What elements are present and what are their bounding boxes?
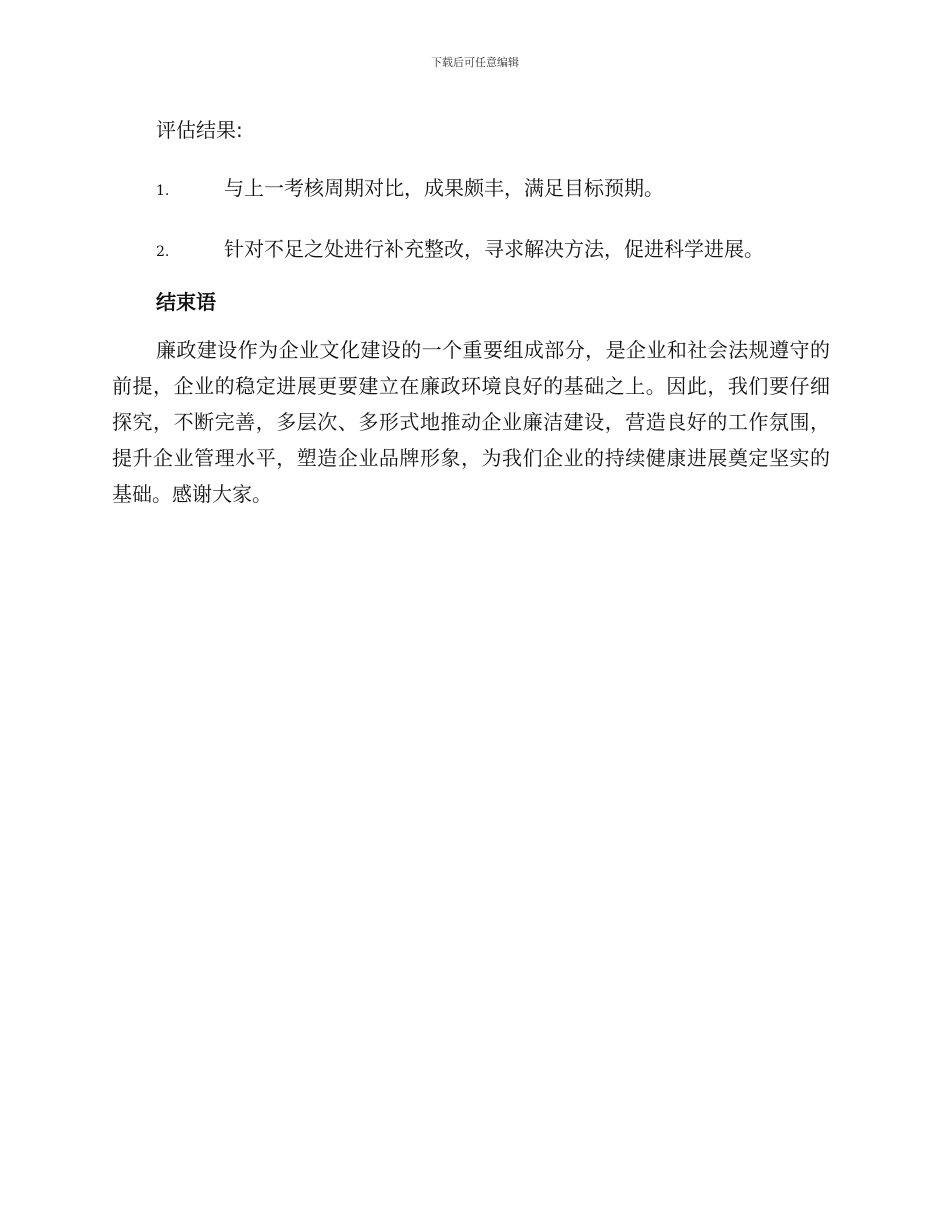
list-number: 2. [156,244,170,260]
page-header: 下载后可任意编辑 [431,56,519,69]
list-item [112,231,830,270]
conclusion-heading: 结束语 [156,290,216,314]
document-body [112,112,830,512]
list-item [112,170,830,209]
list-text: 与上一考核周期对比，成果颇丰，满足目标预期。 [224,176,664,200]
list-number: 1. [156,183,170,199]
list-text: 针对不足之处进行补充整改，寻求解决方法，促进科学进展。 [224,237,764,261]
evaluation-list [112,170,830,270]
evaluation-label: 评估结果: [156,118,243,142]
conclusion-paragraph: 廉政建设作为企业文化建设的一个重要组成部分，是企业和社会法规遵守的前提，企业的稳定进展更要建立在廉政环境良好的基础之上。因此，我们要仔细探究，不断完善，多层次、多形式地推动企业廉洁建设，营造良好的工作氛围，提升企业管理水平，塑造企业品牌形象，为我们企业的持续健康进展奠定坚实的基础。感谢大家。 [112,338,830,506]
